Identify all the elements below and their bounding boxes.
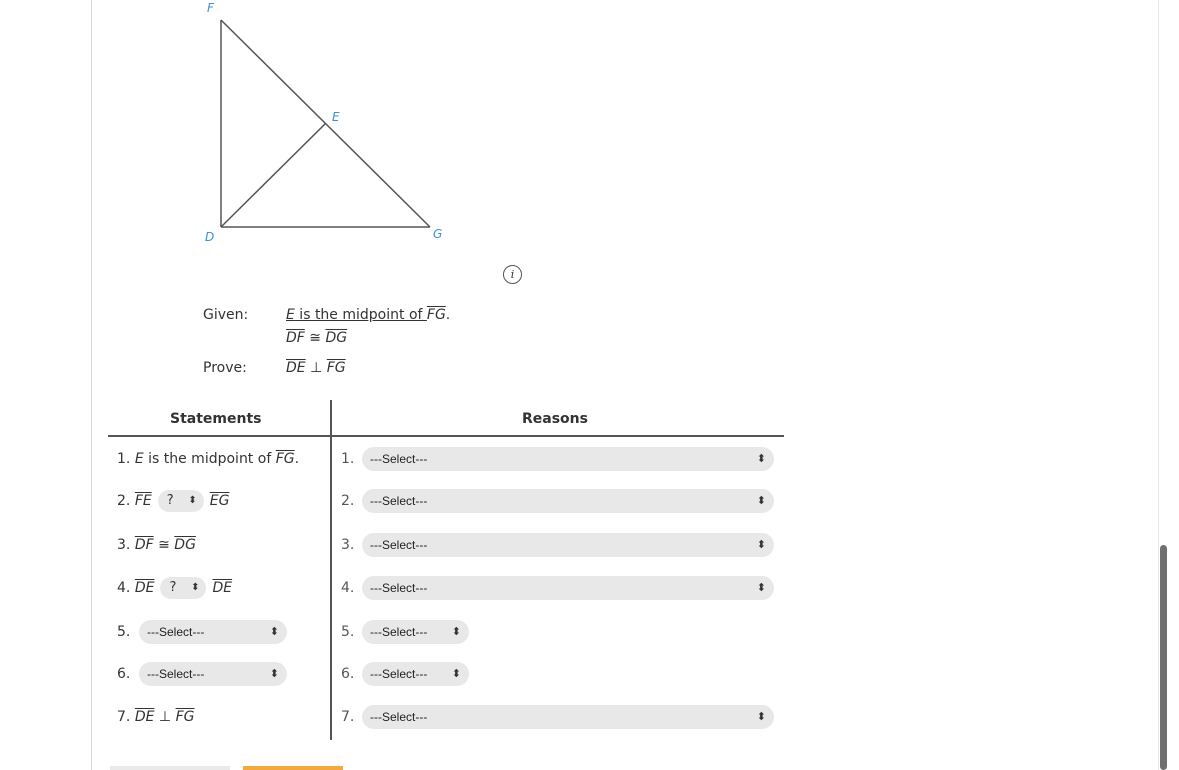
reason-2-select[interactable] <box>362 489 774 513</box>
point-label-e: E <box>332 110 340 124</box>
select-value: ---Select--- <box>147 667 205 681</box>
statement-6-select[interactable] <box>139 662 287 686</box>
relation-select-value: ? <box>166 493 174 508</box>
statement-segment: $\overline{DE}$ <box>134 709 155 725</box>
reason-number: 7. <box>341 709 355 725</box>
statement-number: 7. <box>117 709 131 725</box>
point-label-f: F <box>207 1 214 15</box>
prove-segment-fg: $\overline{FG}$ <box>326 360 346 376</box>
statement-2 <box>117 490 229 512</box>
statement-5-select[interactable] <box>139 620 287 644</box>
statements-header: Statements <box>170 411 262 427</box>
given-line-1 <box>286 307 450 323</box>
point-label-g: G <box>433 227 443 241</box>
select-value: ---Select--- <box>370 581 428 595</box>
reasons-header: Reasons <box>522 411 588 427</box>
table-column-divider <box>330 400 332 740</box>
statement-segment: $\overline{DE}$ <box>212 580 233 596</box>
chevron-updown-icon: ⬍ <box>191 582 200 593</box>
statement-segment: $\overline{DE}$ <box>134 580 155 596</box>
reason-number: 1. <box>341 451 355 467</box>
relation-select-value: ? <box>169 580 177 595</box>
prove-perpendicular-symbol: ⊥ <box>305 360 327 376</box>
chevron-updown-icon: ⬍ <box>451 668 461 680</box>
triangle-diagram <box>190 0 470 250</box>
chevron-updown-icon: ⬍ <box>756 539 766 551</box>
info-icon[interactable]: i <box>503 265 522 284</box>
prove-label: Prove: <box>203 360 247 376</box>
chevron-updown-icon: ⬍ <box>756 711 766 723</box>
reason-3-select[interactable] <box>362 533 774 557</box>
statement-1 <box>117 451 299 467</box>
footer-strip <box>110 766 230 770</box>
reason-4-select[interactable] <box>362 576 774 600</box>
given-period: . <box>445 307 451 323</box>
select-value: ---Select--- <box>370 710 428 724</box>
statement-5 <box>117 624 130 640</box>
relation-select[interactable] <box>158 490 204 512</box>
chevron-updown-icon: ⬍ <box>269 668 279 680</box>
statement-text: is the midpoint of <box>143 451 276 467</box>
given-segment-fg: $\overline{FG}$ <box>426 307 446 323</box>
page-border-right <box>1158 0 1159 770</box>
reason-1-select[interactable] <box>362 447 774 471</box>
segment-de <box>221 123 326 227</box>
chevron-updown-icon: ⬍ <box>756 582 766 594</box>
given-line-2 <box>286 330 347 346</box>
given-midpoint-text: is the midpoint of <box>294 307 427 323</box>
prove-segment-de: $\overline{DE}$ <box>286 360 306 376</box>
prove-statement <box>286 360 346 376</box>
statement-number: 2. <box>117 493 131 509</box>
statement-number: 5. <box>117 624 131 640</box>
table-header-divider <box>108 435 784 437</box>
statement-number: 1. <box>117 451 131 467</box>
given-segment-df: $\overline{DF}$ <box>286 330 305 346</box>
congruent-symbol: ≅ <box>153 537 175 553</box>
reason-number: 4. <box>341 580 355 596</box>
statement-segment: $\overline{FG}$ <box>275 451 295 467</box>
statement-number: 3. <box>117 537 131 553</box>
statement-segment: $\overline{DG}$ <box>174 537 196 553</box>
perpendicular-symbol: ⊥ <box>154 709 176 725</box>
reason-6-select[interactable] <box>362 662 469 686</box>
statement-segment: $\overline{FE}$ <box>134 493 152 509</box>
statement-7 <box>117 709 194 725</box>
select-value: ---Select--- <box>370 625 428 639</box>
reason-number: 2. <box>341 493 355 509</box>
select-value: ---Select--- <box>370 494 428 508</box>
statement-segment: $\overline{EG}$ <box>209 493 230 509</box>
page-border-left <box>91 0 92 770</box>
reason-number: 5. <box>341 624 355 640</box>
reason-number: 6. <box>341 666 355 682</box>
statement-period: . <box>294 451 300 467</box>
given-congruent-symbol: ≅ <box>304 330 326 346</box>
given-segment-dg: $\overline{DG}$ <box>325 330 348 346</box>
submit-button-edge[interactable] <box>243 766 343 770</box>
given-label: Given: <box>203 307 249 323</box>
select-value: ---Select--- <box>370 667 428 681</box>
given-point-e: E <box>286 307 295 323</box>
scrollbar-thumb[interactable] <box>1160 545 1167 770</box>
chevron-updown-icon: ⬍ <box>756 453 766 465</box>
chevron-updown-icon: ⬍ <box>188 495 197 506</box>
relation-select[interactable] <box>160 577 206 599</box>
chevron-updown-icon: ⬍ <box>451 626 461 638</box>
reason-number: 3. <box>341 537 355 553</box>
select-value: ---Select--- <box>370 452 428 466</box>
select-value: ---Select--- <box>370 538 428 552</box>
statement-number: 4. <box>117 580 131 596</box>
statement-3 <box>117 537 196 553</box>
statement-number: 6. <box>117 666 131 682</box>
reason-7-select[interactable] <box>362 705 774 729</box>
select-value: ---Select--- <box>147 625 205 639</box>
statement-segment: $\overline{DF}$ <box>134 537 154 553</box>
point-label-d: D <box>205 230 215 244</box>
statement-4 <box>117 577 232 599</box>
reason-5-select[interactable] <box>362 620 469 644</box>
statement-segment: $\overline{FG}$ <box>175 709 195 725</box>
statement-6 <box>117 666 130 682</box>
chevron-updown-icon: ⬍ <box>269 626 279 638</box>
statement-point-e: E <box>134 451 144 467</box>
chevron-updown-icon: ⬍ <box>756 495 766 507</box>
